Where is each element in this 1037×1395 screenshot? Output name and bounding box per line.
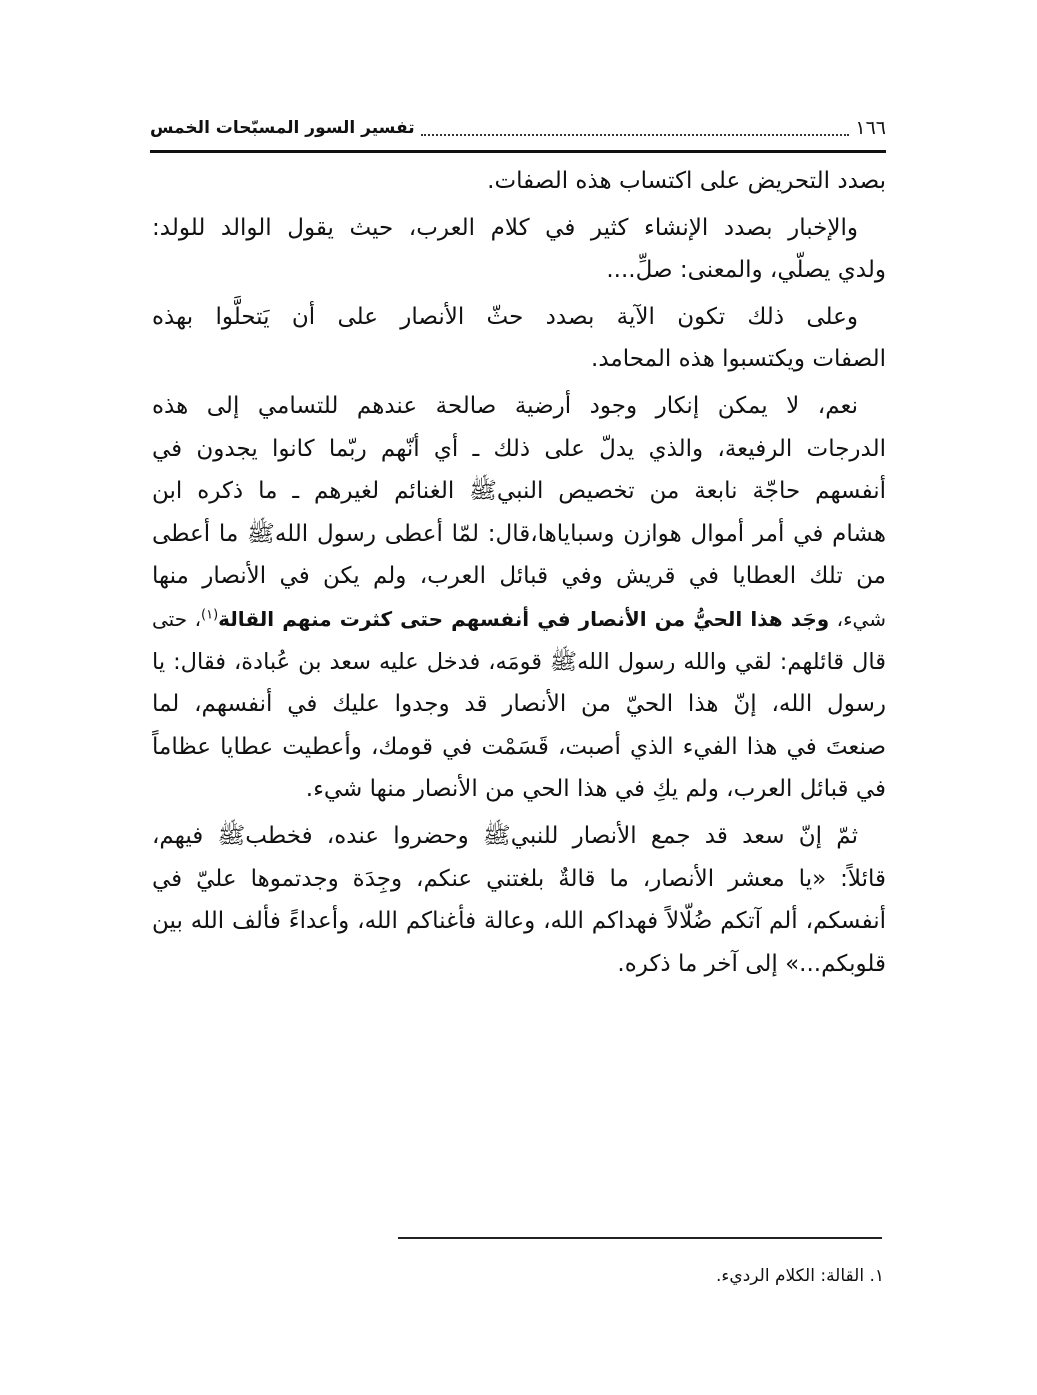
footnote-separator <box>398 1237 882 1239</box>
footnote: ١. القالة: الكلام الرديء. <box>716 1266 884 1286</box>
running-header <box>150 112 886 144</box>
text-span: شيء، <box>829 606 886 631</box>
paragraph <box>152 207 886 292</box>
text-line: الصفات ويكتسبوا هذه المحامد. <box>591 346 886 373</box>
text-line: قائلاً: «يا معشر الأنصار، ما قالةٌ بلغتني عنكم، وجِدَة وجدتموها عليّ في <box>152 865 886 892</box>
paragraph <box>152 815 886 985</box>
text-line: أنفسكم، ألم آتكم ضُلّالاً فهداكم الله، وعالة فأغناكم الله، وأعداءً فألف الله بين <box>152 908 886 935</box>
header-dot-leader <box>421 120 850 136</box>
text-line: والإخبار بصدد الإنشاء كثير في كلام العرب، حيث يقول الوالد للولد: <box>152 214 858 241</box>
header-rule <box>150 150 886 153</box>
book-title: تفسير السور المسبّحات الخمس <box>150 118 415 138</box>
text-line <box>152 598 886 641</box>
paragraph <box>152 296 886 381</box>
text-line: الدرجات الرفيعة، والذي يدلّ على ذلك ـ أي أنّهم ربّما كانوا يجدون في <box>152 435 886 462</box>
text-line: ولدي يصلّي، والمعنى: صلِّ.... <box>606 257 886 284</box>
text-line: وعلى ذلك تكون الآية بصدد حثّ الأنصار على أن يَتحلَّوا بهذه <box>152 303 858 330</box>
text-line: قلوبكم...» إلى آخر ما ذكره. <box>617 950 886 977</box>
text-line: نعم، لا يمكن إنكار وجود أرضية صالحة عندهم للتسامي إلى هذه <box>152 392 858 419</box>
text-span: ، حتى <box>152 606 202 631</box>
bold-text: وجَد هذا الحيُّ من الأنصار في أنفسهم حتى كثرت منهم القالة <box>218 606 830 631</box>
text-line: هشام في أمر أموال هوازن وسباياها،قال: لمّا أعطى رسول اللهﷺ ما أعطى <box>152 520 886 547</box>
text-line: من تلك العطايا في قريش وفي قبائل العرب، ولم يكن في الأنصار منها <box>152 563 886 590</box>
page-number: ١٦٦ <box>855 117 886 139</box>
page-body <box>152 160 886 989</box>
footnote-marker: (١) <box>201 607 219 623</box>
text-line: رسول الله، إنّ هذا الحيّ من الأنصار قد وجدوا عليك في أنفسهم، لما <box>152 691 886 718</box>
text-line: قال قائلهم: لقي والله رسول اللهﷺ قومَه، فدخل عليه سعد بن عُبادة، فقال: يا <box>152 648 886 675</box>
paragraph <box>152 385 886 811</box>
text-line: في قبائل العرب، ولم يكِ في هذا الحي من الأنصار منها شيء. <box>305 776 886 803</box>
text-line: بصدد التحريض على اكتساب هذه الصفات. <box>487 168 886 194</box>
paragraph <box>152 160 886 203</box>
text-line: أنفسهم حاجّة نابعة من تخصيص النبيﷺ الغنائم لغيرهم ـ ما ذكره ابن <box>152 478 886 505</box>
text-line: ثمّ إنّ سعد قد جمع الأنصار للنبيﷺ وحضروا عنده، فخطبﷺ فيهم، <box>152 822 858 849</box>
text-line: صنعتَ في هذا الفيء الذي أصبت، قَسَمْت في قومك، وأعطيت عطايا عظاماً <box>152 733 886 760</box>
